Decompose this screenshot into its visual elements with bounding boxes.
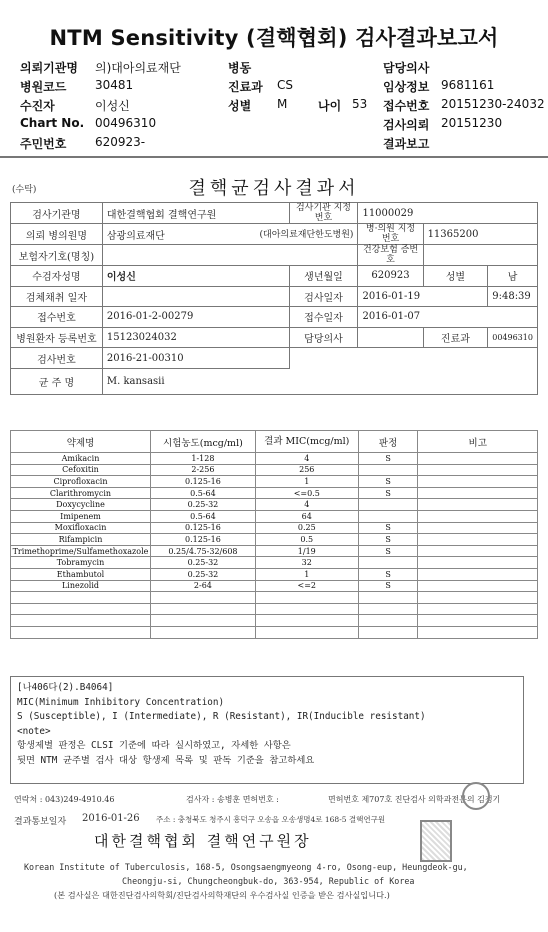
physician-label: 담당의사 (289, 327, 358, 348)
sex-label: 성별 (228, 99, 252, 113)
dept-value: CS (277, 78, 293, 92)
empty-cell (358, 603, 418, 615)
test-range: 0.125-16 (150, 522, 255, 534)
org-en-line1: Korean Institute of Tuberculosis, 168-5, Osongsaengmyeong 4-ro, Osong-eup, Heungdeok-gu, (24, 862, 468, 872)
interpretation (358, 499, 418, 511)
hosp-reg-label: 병원환자 등록번호 (11, 327, 103, 348)
drug-row (11, 557, 538, 569)
test-date-label: 검사일자 (289, 286, 358, 307)
drug-row (11, 510, 538, 522)
remark (418, 580, 538, 592)
interpretation: S (358, 487, 418, 499)
insurance-label: 보험자기호(명칭) (11, 245, 103, 266)
test-range: 2-64 (150, 580, 255, 592)
mic-result: 32 (255, 557, 358, 569)
address-kr: 주소 : 충청북도 청주시 흥덕구 오송읍 오송생명4로 168-5 결핵연구원 (156, 815, 386, 824)
drug-name: Doxycycline (11, 499, 151, 511)
empty-cell (150, 615, 255, 627)
test-no-label: 검사번호 (11, 348, 103, 369)
note-line: <note> (17, 725, 51, 737)
sex-value: M (277, 97, 288, 111)
request-value: 20151230 (441, 116, 503, 130)
drug-name: Ciprofloxacin (11, 476, 151, 488)
drug-name: Amikacin (11, 453, 151, 465)
drug-row (11, 522, 538, 534)
mic-result: 0.5 (255, 534, 358, 546)
test-range: 0.5-64 (150, 487, 255, 499)
interpretation: S (358, 476, 418, 488)
remark (418, 510, 538, 522)
empty-cell (358, 626, 418, 638)
empty-cell (150, 592, 255, 604)
drug-name: Moxifloxacin (11, 522, 151, 534)
test-time-value: 9:48:39 (488, 286, 538, 307)
empty-cell (150, 626, 255, 638)
age-label: 나이 (318, 99, 342, 113)
req-hosp-label: 의뢰 병의원명 (11, 224, 103, 245)
empty-cell (358, 615, 418, 627)
collector-label: 수진자 (20, 99, 55, 113)
result-label: 결과보고 (383, 137, 430, 151)
lab-name-value: 대한결핵협회 결핵연구원 (102, 203, 289, 224)
note-line: S (Susceptible), I (Intermediate), R (Resistant), IR(Inducible resistant) (17, 711, 426, 723)
remark (418, 522, 538, 534)
specimen-value (102, 286, 289, 307)
receipt-label: 접수번호 (383, 99, 430, 113)
empty-cell (418, 615, 538, 627)
remark (418, 453, 538, 465)
empty-cell (255, 615, 358, 627)
doc-title: 결핵균검사결과서 (188, 178, 360, 199)
test-range: 0.25-32 (150, 499, 255, 511)
org-kr: 대한결핵협회 결핵연구원장 (94, 832, 312, 850)
test-no-value: 2016-21-00310 (102, 348, 289, 369)
drug-name: Rifampicin (11, 534, 151, 546)
req-hosp-value: 삼광의료재단 (106, 230, 165, 242)
drug-susceptibility-table (10, 430, 538, 639)
drug-row (11, 499, 538, 511)
age-value: 53 (352, 97, 368, 111)
drug-table-header: 결과 MIC(mcg/ml) (255, 431, 358, 453)
drug-table-header: 시험농도(mcg/ml) (150, 431, 255, 453)
org-en-line2: Cheongju-si, Chungcheongbuk-do, 363-954, Republic of Korea (122, 876, 415, 886)
empty-cell (255, 626, 358, 638)
interpretation: S (358, 453, 418, 465)
test-range: 0.25/4.75-32/608 (150, 545, 255, 557)
empty-cell (11, 615, 151, 627)
lab-code-value: 11000029 (358, 203, 538, 224)
mic-result: 4 (255, 453, 358, 465)
remark (418, 557, 538, 569)
clinical-label: 임상정보 (383, 80, 430, 94)
header-divider (0, 156, 548, 158)
chart-label: Chart No. (20, 116, 85, 130)
interpretation (358, 464, 418, 476)
mic-result: 64 (255, 510, 358, 522)
clinic-value: 00496310 (488, 327, 538, 348)
req-hosp-extra: (대아의료재단한도병원) (259, 229, 354, 240)
drug-row (11, 476, 538, 488)
doctor-label: 담당의사 (383, 61, 430, 75)
test-range: 0.125-16 (150, 476, 255, 488)
test-range: 1-128 (150, 453, 255, 465)
mic-result: 1 (255, 476, 358, 488)
drug-table-header: 판정 (358, 431, 418, 453)
req-hosp-code-value: 11365200 (423, 224, 537, 245)
mic-result: <=0.5 (255, 487, 358, 499)
interpretation: S (358, 522, 418, 534)
patient-info-table (10, 202, 538, 395)
drug-row (11, 568, 538, 580)
receipt-no-value: 2016-01-2-00279 (102, 307, 289, 328)
test-range: 0.125-16 (150, 534, 255, 546)
remark (418, 487, 538, 499)
official-seal (420, 820, 452, 862)
remark (418, 568, 538, 580)
drug-table-header: 약제명 (11, 431, 151, 453)
patient-value: 이성신 (102, 266, 289, 287)
mic-result: 1 (255, 568, 358, 580)
drug-row (11, 487, 538, 499)
clinic-label: 진료과 (423, 327, 488, 348)
drug-name: Clarithromycin (11, 487, 151, 499)
drug-row-empty (11, 626, 538, 638)
notice-label: 결과통보일자 (14, 817, 67, 827)
remark (418, 464, 538, 476)
test-range: 0.5-64 (150, 510, 255, 522)
drug-name: Tobramycin (11, 557, 151, 569)
remark (418, 476, 538, 488)
drug-name: Cefoxitin (11, 464, 151, 476)
empty-cell (11, 592, 151, 604)
resident-label: 주민번호 (20, 137, 67, 151)
drug-name: Imipenem (11, 510, 151, 522)
receipt-value: 20151230-24032 (441, 97, 545, 111)
test-date-value: 2016-01-19 (358, 286, 488, 307)
mic-result: 1/19 (255, 545, 358, 557)
note-line: [나406다(2).B4064] (17, 682, 114, 693)
empty-cell (358, 592, 418, 604)
receipt-date-label: 접수일자 (289, 307, 358, 328)
drug-row (11, 534, 538, 546)
dept-label: 진료과 (228, 80, 263, 94)
remark (418, 499, 538, 511)
drug-row (11, 580, 538, 592)
doc-tag: (수탁) (12, 185, 37, 195)
report-title: NTM Sensitivity (결핵협회) 검사결과보고서 (49, 26, 499, 50)
interpretation: S (358, 568, 418, 580)
receipt-date-value: 2016-01-07 (358, 307, 538, 328)
sex-doc-value: 남 (488, 266, 538, 287)
remark (418, 534, 538, 546)
hospital-code-label: 병원코드 (20, 80, 67, 94)
lab-name-label: 검사기관명 (11, 203, 103, 224)
resident-value: 620923- (95, 135, 146, 149)
interpretation: S (358, 534, 418, 546)
sex-doc-label: 성별 (423, 266, 488, 287)
drug-row (11, 464, 538, 476)
mic-result: 256 (255, 464, 358, 476)
mic-result: 0.25 (255, 522, 358, 534)
health-no-value (423, 245, 537, 266)
health-no-label: 건강보험 증번호 (358, 245, 423, 266)
test-range: 2-256 (150, 464, 255, 476)
test-range: 0.25-32 (150, 568, 255, 580)
drug-table-header: 비고 (418, 431, 538, 453)
lab-code-label: 검사기관 지정번호 (289, 203, 358, 224)
request-label: 검사의뢰 (383, 118, 430, 132)
seal-stamp (462, 782, 490, 810)
empty-cell (11, 603, 151, 615)
physician-value (358, 327, 423, 348)
drug-row-empty (11, 603, 538, 615)
specimen-label: 검체채취 일자 (11, 286, 103, 307)
director-text: 면허번호 제707호 진단검사 의학과전문의 김정기 (328, 795, 501, 804)
empty-cell (150, 603, 255, 615)
interpretation: S (358, 580, 418, 592)
drug-row-empty (11, 615, 538, 627)
empty-cell (255, 603, 358, 615)
ward-label: 병동 (228, 61, 252, 75)
note-line: 뒷면 NTM 균주별 검사 대상 항생제 목록 및 판독 기준을 참고하세요 (17, 754, 315, 766)
mic-result: <=2 (255, 580, 358, 592)
remark (418, 545, 538, 557)
inspector-text: 검사자 : 송병훈 면허번호 : (186, 795, 279, 804)
insurance-value (102, 245, 358, 266)
notes-box (10, 676, 524, 784)
patient-label: 수검자성명 (11, 266, 103, 287)
drug-row (11, 453, 538, 465)
institution-value: 의)대아의료재단 (95, 61, 181, 75)
notice-date: 2016-01-26 (82, 813, 140, 824)
interpretation: S (358, 545, 418, 557)
test-range: 0.25-32 (150, 557, 255, 569)
dob-label: 생년월일 (289, 266, 358, 287)
clinical-value: 9681161 (441, 78, 495, 92)
req-hosp-code-label: 병·의원 지정번호 (358, 224, 423, 245)
drug-name: Ethambutol (11, 568, 151, 580)
interpretation (358, 510, 418, 522)
drug-row (11, 545, 538, 557)
empty-cell (11, 626, 151, 638)
empty-cell (255, 592, 358, 604)
empty-cell (418, 603, 538, 615)
note-line: 항생제별 판정은 CLSI 기준에 따라 실시하였고, 자세한 사항은 (17, 740, 291, 752)
dob-value: 620923 (358, 266, 423, 287)
chart-value: 00496310 (95, 116, 157, 130)
receipt-no-label: 접수번호 (11, 307, 103, 328)
organism-label: 균 주 명 (11, 368, 103, 394)
collector-value: 이성신 (95, 99, 130, 113)
drug-name: Linezolid (11, 580, 151, 592)
scanned-report (10, 168, 538, 928)
mic-result: 4 (255, 499, 358, 511)
contact-text: 연락처 : 043)249-4910.46 (14, 795, 115, 804)
note-line: MIC(Minimum Inhibitory Concentration) (17, 696, 225, 708)
empty-cell (418, 626, 538, 638)
hospital-code-value: 30481 (95, 78, 134, 92)
hosp-reg-value: 15123024032 (102, 327, 289, 348)
institution-label: 의뢰기관명 (20, 61, 78, 75)
empty-cell (418, 592, 538, 604)
certification-text: (본 검사실은 대한진단검사의학회/진단검사의학재단의 우수검사실 인증을 받은 검사실입니다.) (54, 890, 390, 900)
drug-name: Trimethoprime/Sulfamethoxazole (11, 545, 151, 557)
organism-value: M. kansasii (102, 368, 537, 394)
drug-row-empty (11, 592, 538, 604)
interpretation (358, 557, 418, 569)
